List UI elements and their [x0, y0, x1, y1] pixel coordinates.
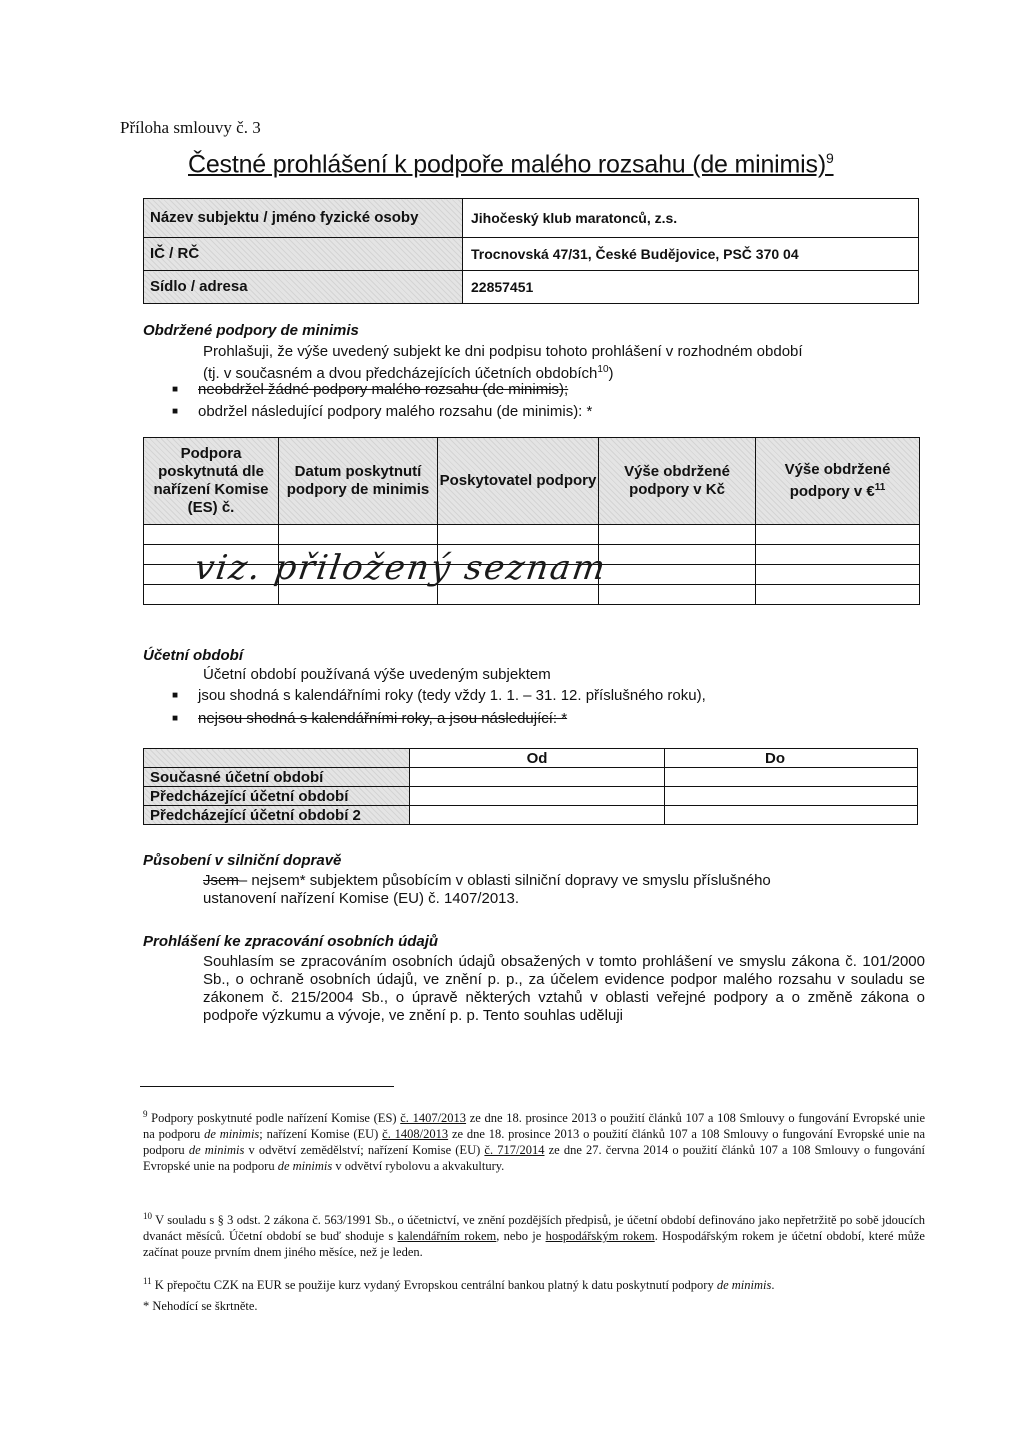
subject-name-label: Název subjektu / jméno fyzické osoby — [144, 199, 463, 238]
period-previous: Předcházející účetní období — [144, 787, 410, 806]
table-row — [144, 271, 919, 304]
table-row — [144, 787, 918, 806]
accounting-option-calendar: ■ jsou shodná s kalendářními roky (tedy vždy 1. 1. – 31. 12. příslušného roku), — [172, 687, 706, 704]
footnote-11: $^{11}$ K přepočtu CZK na EUR se použije kurz vydaný Evropskou centrální bankou platný k datu poskytnutí podpory de minimis. — [143, 1276, 775, 1293]
support-option-received: ■ obdržel následující podpory malého rozsahu (de minimis): * — [172, 403, 593, 420]
table-row — [144, 238, 919, 271]
col-amount-czk: Výše obdržené podpory v Kč — [599, 438, 756, 525]
col-od: Od — [410, 749, 665, 768]
id-value: Trocnovská 47/31, České Budějovice, PSČ 370 04 — [463, 238, 919, 271]
accounting-intro: Účetní období používaná výše uvedeným subjektem — [203, 666, 551, 683]
gdpr-heading: Prohlášení ke zpracování osobních údajů — [143, 933, 439, 950]
subject-name-value: Jihočeský klub maratonců, z.s. — [463, 199, 919, 238]
period-current: Současné účetní období — [144, 768, 410, 787]
road-crossed-word: Jsem — [203, 872, 239, 889]
support-intro-line1: Prohlašuji, že výše uvedený subjekt ke dni podpisu tohoto prohlášení v rozhodném období — [203, 343, 803, 360]
support-heading: Obdržené podpory de minimis — [143, 322, 359, 339]
gdpr-text: Souhlasím se zpracováním osobních údajů obsažených v tomto prohlášení ve smyslu zákona č. 101/2000 Sb., o ochraně osobních údajů, ve znění p. p., za účelem evidence podpor malého rozsahu v souladu se zákonem č. 215/2004 Sb., o úpravě některých vztahů v oblasti veřejné podpory a o změně zákona o podpoře výzkumu a vývoje, ve znění p. p. Tento souhlas uděluji — [203, 953, 925, 1024]
accounting-option-other: ■ nejsou shodná s kalendářními roky, a jsou následující: * — [172, 710, 568, 727]
period-table — [143, 748, 918, 825]
period-previous-2: Předcházející účetní období 2 — [144, 806, 410, 825]
road-heading: Působení v silniční dopravě — [143, 852, 342, 869]
table-row — [144, 806, 918, 825]
col-date: Datum poskytnutí podpory de minimis — [279, 438, 438, 525]
col-do: Do — [665, 749, 918, 768]
support-intro — [203, 343, 923, 383]
col-provider: Poskytovatel podpory — [438, 438, 599, 525]
table-row — [144, 199, 919, 238]
address-value: 22857451 — [463, 271, 919, 304]
attachment-label: Příloha smlouvy č. 3 — [120, 118, 261, 137]
road-text: Jsem– nejsem* subjektem působícím v oblasti silniční dopravy ve smyslu příslušného ustanovení nařízení Komise (EU) č. 1407/2013. — [203, 872, 771, 907]
footnote-divider — [140, 1086, 394, 1087]
support-intro-line2: (tj. v současném a dvou předcházejících účetních obdobích$^{10}$) — [203, 364, 614, 382]
col-regulation: Podpora poskytnutá dle nařízení Komise (ES) č. — [144, 438, 279, 525]
address-label: Sídlo / adresa — [144, 271, 463, 304]
table-header-row — [144, 749, 918, 768]
subject-table — [143, 198, 919, 304]
footnote-note: * Nehodící se škrtněte. — [143, 1299, 258, 1313]
footnote-9: $^9$ Podpory poskytnuté podle nařízení Komise (ES) č. 1407/2013 ze dne 18. prosince 2013 o použití článků 107 a 108 Smlouvy o fungování Evropské unie na podporu de minimis; nařízení Komise (EU) č. 1408/2013 ze dne 18. prosince 2013 o použití článků 107 a 108 Smlouvy o fungování Evropské unie na podporu de minimis v odvětví zemědělství; nařízení Komise (EU) č. 717/2014 ze dne 27. června 2014 o použití článků 107 a 108 Smlouvy o fungování Evropské unie na podporu de minimis v odvětví rybolovu a akvakultury. — [143, 1109, 926, 1174]
handwritten-note: viz. přiložený seznam — [192, 548, 610, 588]
page-title: Čestné prohlášení k podpoře malého rozsahu (de minimis)$^9$ — [188, 150, 834, 179]
table-row — [144, 768, 918, 787]
accounting-heading: Účetní období — [143, 647, 243, 664]
footnote-10: $^{10}$ V souladu s § 3 odst. 2 zákona č. 563/1991 Sb., o účetnictví, ve znění pozdějších předpisů, je účetní období definováno jako nepřetržitě po sobě jdoucích dvanáct měsíců. Účetní období se buď shoduje s kalendářním rokem, nebo je hospodářským rokem. Hospodářským rokem je účetní období, které může začínat pouze prvním dnem jiného měsíce, než je leden. — [143, 1211, 925, 1260]
table-header-row — [144, 438, 920, 525]
support-option-none: ■ neobdržel žádné podpory malého rozsahu (de minimis); — [172, 381, 569, 398]
table-row — [144, 525, 920, 545]
id-label: IČ / RČ — [144, 238, 463, 271]
col-amount-eur: Výše obdržené podpory v €$^{11}$ — [756, 438, 920, 525]
